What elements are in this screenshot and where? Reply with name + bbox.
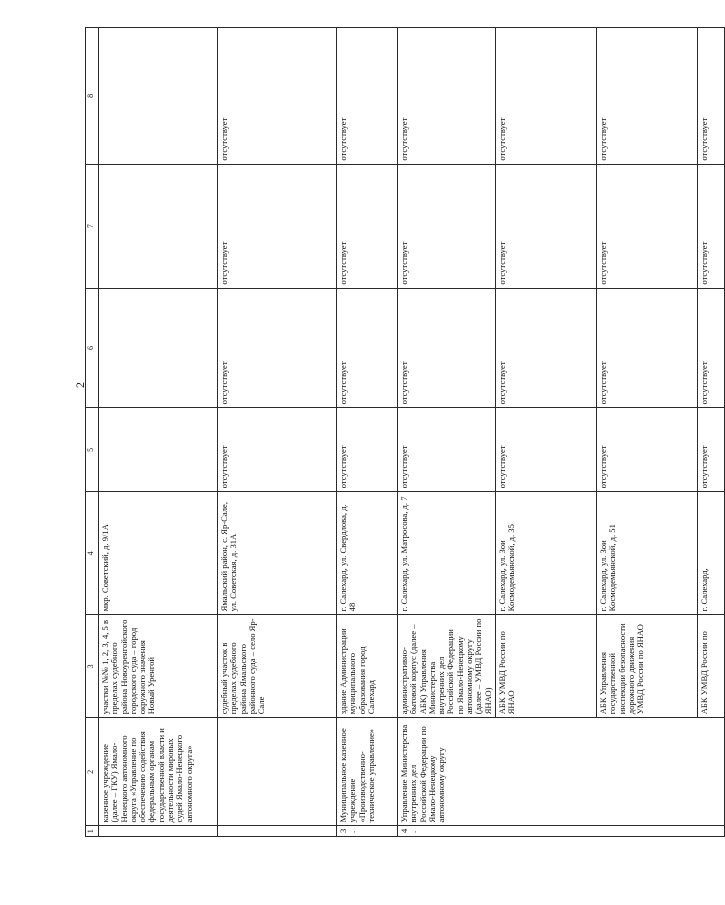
col5-cell: отсутствует bbox=[597, 408, 698, 492]
table-row bbox=[218, 28, 337, 837]
col7-cell: отсутствует bbox=[698, 164, 725, 288]
col7-cell: отсутствует bbox=[597, 164, 698, 288]
object-cell: судебный участок в пределах судебного района Ямальского районного суда – село Яр-Сале bbox=[218, 615, 337, 718]
address-cell: мкр. Советский, д. 9/1А bbox=[99, 492, 218, 615]
header-cell-6: 6 bbox=[86, 288, 99, 408]
organization-cell: Муниципальное казенное учреждение «Производственно-техническое управление» bbox=[337, 718, 398, 826]
row-number-cell: 3. bbox=[337, 826, 398, 837]
col5-cell: отсутствует bbox=[698, 408, 725, 492]
objects-table bbox=[85, 27, 725, 837]
row-number-cell: 4. bbox=[398, 826, 725, 837]
col5-cell: отсутствует bbox=[398, 408, 496, 492]
col7-cell bbox=[99, 164, 218, 288]
col6-cell: отсутствует bbox=[597, 288, 698, 408]
object-cell: АБК УМВД России по bbox=[698, 615, 725, 718]
object-cell: здание Администрации муниципального образования город Салехард bbox=[337, 615, 398, 718]
object-cell: АБК УМВД России по ЯНАО bbox=[496, 615, 597, 718]
col8-cell: отсутствует bbox=[337, 28, 398, 165]
page-number: 2 bbox=[73, 382, 87, 388]
table-row bbox=[337, 28, 398, 837]
col8-cell: отсутствует bbox=[218, 28, 337, 165]
object-cell: административно-бытовой корпус (далее – АБК) Управления Министерства внутренних дел Российской Федерации по Ямало-Ненецкому автономному округу (далее – УМВД России по ЯНАО) bbox=[398, 615, 496, 718]
header-cell-3: 3 bbox=[86, 615, 99, 718]
address-cell: г. Салехард, ул. Зои Космодемьянской, д. 51 bbox=[597, 492, 698, 615]
col6-cell: отсутствует bbox=[496, 288, 597, 408]
organization-cell: Управление Министерства внутренних дел Российской Федерации по Ямало-Ненецкому автономному округу bbox=[398, 718, 725, 826]
address-cell: г. Салехард, ул. Свердлова, д. 48 bbox=[337, 492, 398, 615]
header-cell-7: 7 bbox=[86, 164, 99, 288]
header-cell-8: 8 bbox=[86, 28, 99, 165]
object-cell: АБК Управления государственной инспекции безопасности дорожного движения УМВД России по ЯНАО bbox=[597, 615, 698, 718]
col6-cell: отсутствует bbox=[337, 288, 398, 408]
address-cell: г. Салехард, ул. Зои Космодемьянской, д. 35 bbox=[496, 492, 597, 615]
table-row bbox=[99, 28, 218, 837]
object-cell: участки №№ 1, 2, 3, 4, 5 в пределах судебного района Новоуренгойского городского суда – город окружного значения Новый Уренгой bbox=[99, 615, 218, 718]
rotated-table-sheet bbox=[85, 27, 709, 837]
header-cell-5: 5 bbox=[86, 408, 99, 492]
col7-cell: отсутствует bbox=[496, 164, 597, 288]
organization-cell bbox=[218, 718, 337, 826]
table-row bbox=[698, 28, 725, 837]
col5-cell bbox=[99, 408, 218, 492]
col7-cell: отсутствует bbox=[398, 164, 496, 288]
col8-cell: отсутствует bbox=[698, 28, 725, 165]
row-number-cell bbox=[99, 826, 218, 837]
header-row bbox=[86, 28, 99, 837]
col8-cell bbox=[99, 28, 218, 165]
col5-cell: отсутствует bbox=[337, 408, 398, 492]
col8-cell: отсутствует bbox=[398, 28, 496, 165]
table-row bbox=[398, 28, 496, 837]
header-cell-1: 1 bbox=[86, 826, 99, 837]
col7-cell: отсутствует bbox=[337, 164, 398, 288]
row-number-cell bbox=[218, 826, 337, 837]
col8-cell: отсутствует bbox=[597, 28, 698, 165]
address-cell: г. Салехард, bbox=[698, 492, 725, 615]
organization-cell: казенное учреждение (далее – ГКУ) Ямало-Ненецкого автономного округа «Управление по обеспечению содействия федеральным органам государственной власти и деятельности мировых судей Ямало-Ненецкого автономного округа» bbox=[99, 718, 218, 826]
col6-cell: отсутствует bbox=[398, 288, 496, 408]
header-cell-4: 4 bbox=[86, 492, 99, 615]
table-row bbox=[597, 28, 698, 837]
address-cell: Ямальский район, с. Яр-Сале, ул. Советская, д. 31А bbox=[218, 492, 337, 615]
table-row bbox=[496, 28, 597, 837]
header-cell-2: 2 bbox=[86, 718, 99, 826]
col7-cell: отсутствует bbox=[218, 164, 337, 288]
col6-cell: отсутствует bbox=[698, 288, 725, 408]
col5-cell: отсутствует bbox=[218, 408, 337, 492]
address-cell: г. Салехард, ул. Матросова, д. 7 bbox=[398, 492, 496, 615]
col8-cell: отсутствует bbox=[496, 28, 597, 165]
col5-cell: отсутствует bbox=[496, 408, 597, 492]
col6-cell bbox=[99, 288, 218, 408]
col6-cell: отсутствует bbox=[218, 288, 337, 408]
